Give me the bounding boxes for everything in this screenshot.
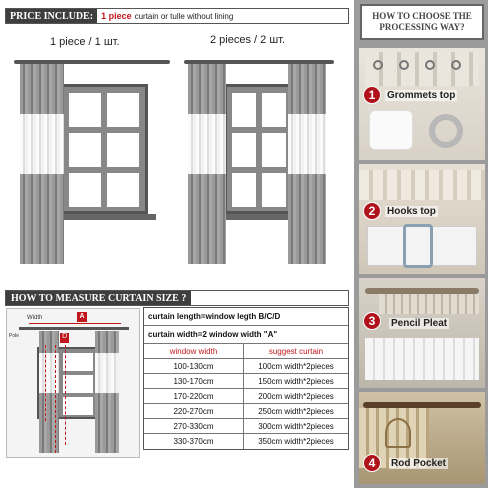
table-row: 170-220cm 200cm width*2pieces bbox=[144, 389, 348, 404]
table-row: 330-370cm 350cm width*2pieces bbox=[144, 434, 348, 449]
processing-title bbox=[360, 4, 484, 40]
option-number-4: 4 bbox=[363, 454, 381, 472]
window-sill bbox=[56, 214, 156, 220]
width-arrow bbox=[29, 323, 121, 324]
one-piece-label: 1 piece / 1 шт. bbox=[50, 36, 120, 48]
option-pencil-pleat-photo bbox=[359, 278, 485, 388]
table-row: 220-270cm 250cm width*2pieces bbox=[144, 404, 348, 419]
width-marker-a: A bbox=[77, 312, 87, 322]
curtain-panel bbox=[20, 64, 64, 114]
option-number-3: 3 bbox=[363, 312, 381, 330]
processing-title-line2: PROCESSING WAY? bbox=[379, 22, 465, 32]
option-grommets-photo bbox=[359, 48, 485, 160]
measure-diagram bbox=[6, 308, 140, 458]
measure-title: HOW TO MEASURE CURTAIN SIZE ? bbox=[6, 291, 191, 305]
size-table bbox=[143, 307, 349, 450]
window-image bbox=[60, 84, 148, 214]
pole bbox=[19, 327, 129, 330]
two-pieces-label: 2 pieces / 2 шт. bbox=[210, 34, 286, 46]
price-include-tag: PRICE INCLUDE: bbox=[6, 9, 97, 23]
width-label: Width bbox=[27, 315, 43, 321]
option-rod-pocket-photo bbox=[359, 392, 485, 484]
table-row: 270-330cm 300cm width*2pieces bbox=[144, 419, 348, 434]
measure-header bbox=[5, 290, 349, 306]
width-formula-row bbox=[144, 326, 348, 344]
option-rod-pocket-label: Rod Pocket bbox=[391, 458, 447, 469]
curtain-panel-left bbox=[188, 64, 226, 114]
processing-title-line1: HOW TO CHOOSE THE bbox=[372, 11, 472, 21]
marker-d: D bbox=[60, 333, 69, 343]
option-hooks-label: Hooks top bbox=[387, 206, 436, 217]
ornament-pattern bbox=[385, 418, 411, 448]
length-formula-row bbox=[144, 308, 348, 326]
option-hooks-photo bbox=[359, 164, 485, 274]
one-piece-illustration bbox=[12, 58, 172, 278]
grommet-icon bbox=[373, 60, 383, 70]
price-include-text: curtain or tulle without lining bbox=[134, 11, 234, 21]
curtain-panel-right bbox=[288, 64, 326, 114]
option-grommets-label: Grommets top bbox=[387, 90, 456, 101]
header-suggest-curtain: suggest curtain bbox=[268, 346, 324, 356]
option-number-1: 1 bbox=[363, 86, 381, 104]
grommet-ring-icon bbox=[429, 114, 463, 148]
width-formula: curtain width=2 window width "A" bbox=[148, 330, 278, 339]
two-pieces-illustration bbox=[182, 58, 342, 278]
pole-label: Pole bbox=[9, 333, 20, 339]
table-header bbox=[144, 344, 348, 359]
hook-icon bbox=[403, 224, 433, 268]
table-row: 100-130cm 100cm width*2pieces bbox=[144, 359, 348, 374]
window-image bbox=[224, 84, 294, 214]
price-include-header bbox=[5, 8, 349, 24]
price-include-quantity: 1 piece bbox=[101, 11, 132, 21]
tape-roll bbox=[369, 110, 413, 150]
option-number-2: 2 bbox=[363, 202, 381, 220]
header-window-width: window width bbox=[144, 344, 244, 358]
table-row: 130-170cm 150cm width*2pieces bbox=[144, 374, 348, 389]
pleat-tape bbox=[365, 338, 479, 380]
length-formula: curtain length=window legth B/C/D bbox=[148, 312, 281, 321]
option-pencil-pleat-label: Pencil Pleat bbox=[391, 318, 448, 329]
